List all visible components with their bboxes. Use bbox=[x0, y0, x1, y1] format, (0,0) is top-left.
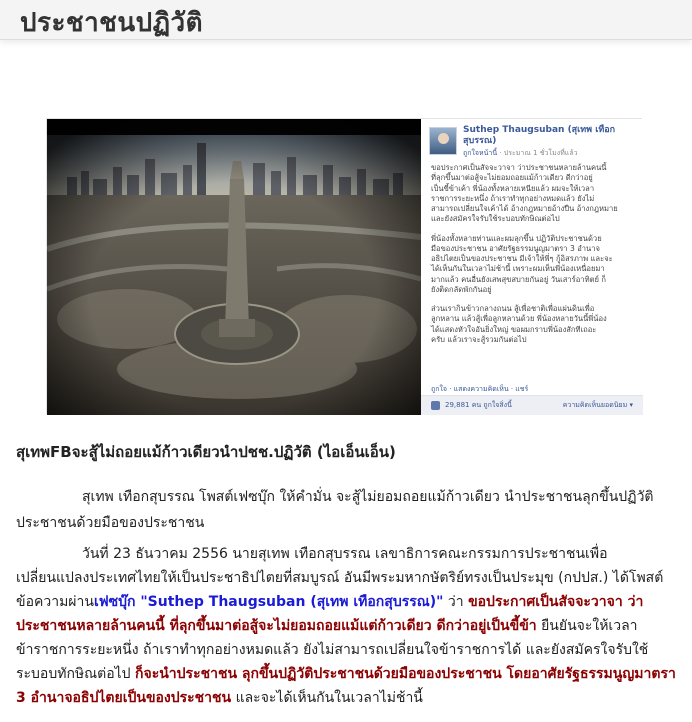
post-actions[interactable]: ถูกใจ · แสดงความคิดเห็น · แชร์ bbox=[431, 385, 529, 393]
post-paragraph: ขอประกาศเป็นสัจจะวาจา ว่าประชาชนหลายล้านคนนี้ ที่ลุกขึ้นมาต่อสู้จะไม่ยอมถอยแม้ก้าวเดียว ดีกว่าอยู่ เป็นขี้ข้าเค้า พี่น้องทั้งหลายเหนียแล้ว ผมจะให้เวลา ราชการระยะหนึ่ง ถ้าเราทำทุกอย่างหมดแล้ว ยังไม่ สามารถเปลี่ยนใจเค้าได้ อ้างกฎหมายอ้างปืน อ้างกฎหมาย และยังสมัครใจรับใช้ระบอบทักษิณต่อไป bbox=[431, 163, 618, 224]
paragraph-text: ว่า bbox=[443, 594, 469, 610]
highlighted-quote: ขอประกาศเป็นสัจจะวาจา ว่าประชาชนหลายล้านคนนี้ ที่ลุกขึ้นมาต่อสู้จะไม่ยอมถอยแม้แต่ก้าวเดียว ดีกว่าอยู่เป็นขี้ข้า bbox=[16, 594, 644, 634]
post-header bbox=[429, 125, 635, 159]
like-bar bbox=[421, 395, 643, 415]
paragraph-text: และจะได้เห็นกันในเวลาไม่ช้านี้ bbox=[231, 690, 423, 706]
facebook-post-panel bbox=[421, 119, 643, 415]
post-body bbox=[431, 163, 635, 354]
facebook-page-link[interactable]: เฟซบุ๊ก "Suthep Thaugsuban (สุเทพ เทือกสุบรรณ)" bbox=[93, 594, 444, 610]
highlighted-quote: ก็จะนำประชาชน ลุกขึ้นปฏิวัติประชาชนด้วยมือของประชาชน โดยอาศัยรัฐธรรมนูญมาตรา 3 อำนาจอธิปไตยเป็นของประชาชน bbox=[16, 666, 676, 706]
like-count[interactable]: 29,881 คน ถูกใจสิ่งนี้ bbox=[445, 401, 512, 409]
thumbs-up-icon bbox=[431, 401, 440, 410]
author-avatar[interactable] bbox=[429, 127, 457, 155]
meta-separator: · bbox=[499, 149, 504, 157]
header-bar bbox=[0, 0, 692, 40]
post-meta bbox=[463, 149, 639, 158]
paragraph-text: วันที่ 23 ธันวาคม 2556 นายสุเทพ เทือกสุบรรณ เลขาธิการคณะกรรมการประชาชนเพื่อเปลี่ยนแปลงประเทศไทยให้เป็นประชาธิปไตยที่สมบูรณ์ อันมีพระมหากษัตริย์ทรงเป็นประมุข (กปปส.) ได้โพสต์ข้อความผ่าน bbox=[16, 546, 664, 610]
page-title: ประชาชนปฏิวัติ bbox=[20, 8, 204, 38]
paragraph-text: ยืนยันจะให้เวลาข้าราชการระยะหนึ่ง ถ้าเราทำทุกอย่างหมดแล้ว ยังไม่สามารถเปลี่ยนใจข้าราชการได้ และยังสมัครใจรับใช้ระบอบทักษิณต่อไป bbox=[16, 618, 649, 682]
post-paragraph: ส่วนเรากินข้าวกลางถนน สู้เพื่อชาติเพื่อแผ่นดินเพื่อ ลูกหลาน แล้วสู้เพื่อลูกหลานด้วย พี่น้องหลายวันนี้พี่น้อง ได้แสดงหัวใจอันยิ่งใหญ่ ขอผมกราบพี่น้องสักทีเถอะ ครับ แล้วเราจะสู้รวมกันต่อไป bbox=[431, 304, 607, 344]
author-name[interactable]: Suthep Thaugsuban (สุเทพ เทือกสุบรรณ) bbox=[463, 125, 616, 147]
article-caption: สุเทพFBจะสู้ไม่ถอยแม้ก้าวเดียวนำปชช.ปฏิวัติ (ไอเอ็นเอ็น) bbox=[16, 443, 396, 461]
top-comments-dropdown[interactable]: ความคิดเห็นยอดนิยม ▾ bbox=[562, 401, 633, 409]
article-paragraph: สุเทพ เทือกสุบรรณ โพสต์เฟซบุ๊ก ให้คำมั่น จะสู้ไม่ยอมถอยแม้ก้าวเดียว นำประชาชนลุกขึ้นปฏิวัติประชาชนด้วยมือของประชาชน bbox=[16, 489, 654, 531]
like-page-link[interactable]: ถูกใจหน้านี้ bbox=[463, 149, 498, 157]
post-timestamp: ประมาณ 1 ชั่วโมงที่แล้ว bbox=[503, 149, 578, 157]
article-paragraph bbox=[16, 542, 676, 710]
facebook-post-screenshot bbox=[46, 118, 642, 414]
post-paragraph: พี่น้องทั้งหลายท่านและผมลุกขึ้น ปฏิวัติประชาชนด้วย มือของประชาชน อาศัยรัฐธรรมนูญมาตรา 3 อำนาจ อธิปไตยเป็นของประชาชน มีเจ้าให้พี่ๆ กู้อิสรภาพ และจะ ได้เห็นกันในเวลาไม่ช้านี้ เพราะผมเห็นพี่น้องเหนื่อยมา มากแล้ว คนอื่นยังเสพสุขสบายกันอยู่ วันเสาร์อาทิตย์ ก็ ยังติดกลัดพักกันอยู่ bbox=[431, 233, 613, 294]
rally-aerial-photo bbox=[47, 119, 421, 415]
